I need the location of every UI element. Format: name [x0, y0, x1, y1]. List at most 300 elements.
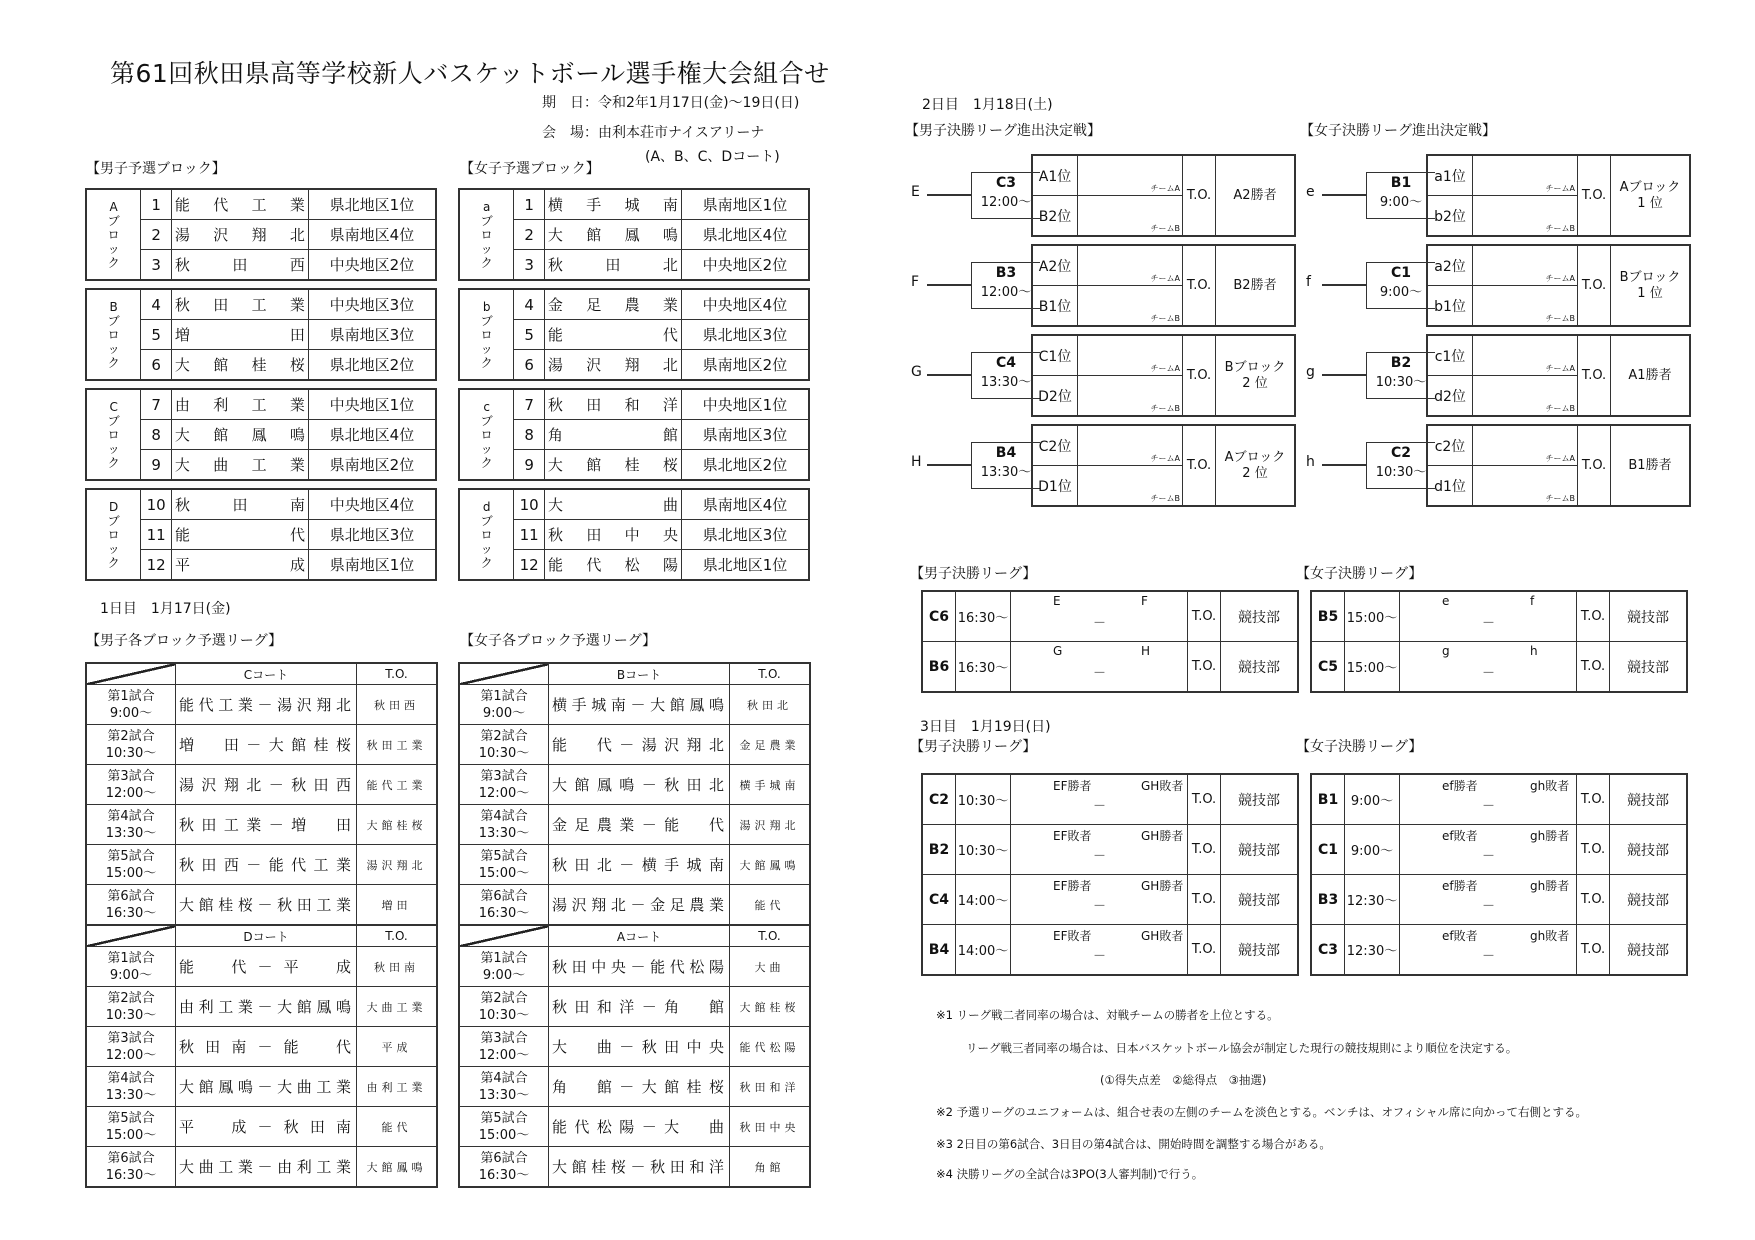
- block-row: [86, 189, 436, 220]
- team-number: 7: [141, 389, 172, 420]
- right-team: f: [1530, 594, 1535, 608]
- game-row: [459, 725, 810, 765]
- left-team: ef敗者: [1442, 929, 1478, 943]
- court-schedule-table: [458, 662, 811, 926]
- matchup: [1400, 875, 1577, 925]
- team-number: 11: [141, 520, 172, 550]
- day1-label: 1日目 1月17日(金): [100, 601, 231, 617]
- right-team: h: [1530, 644, 1538, 658]
- seed-a: c1位: [1427, 335, 1473, 376]
- official-team: B1勝者: [1611, 425, 1691, 506]
- game-number: 第6試合: [480, 888, 528, 904]
- bracket-id: f: [1306, 274, 1311, 290]
- right-team: gh勝者: [1530, 829, 1570, 843]
- game-row: [459, 1067, 810, 1107]
- bracket-table: [1426, 334, 1691, 417]
- day2-boys-league-heading: 【男子決勝リーグ】: [910, 566, 1037, 582]
- official-team: Bブロック 2 位: [1216, 335, 1296, 416]
- team-a-slot[interactable]: [1078, 245, 1183, 286]
- team-name: 秋田工業: [171, 289, 308, 320]
- team-name: 秋田和洋: [544, 389, 681, 420]
- game-number: 第5試合: [107, 1110, 155, 1126]
- game-number: 第5試合: [480, 848, 528, 864]
- game-time: 10:30～: [105, 745, 157, 761]
- to-header: T.O.: [730, 663, 811, 685]
- dash: －: [1093, 899, 1107, 914]
- header-row: [86, 663, 437, 685]
- team-qualifier: 県北地区3位: [308, 520, 436, 550]
- boys-block-table: [85, 488, 437, 581]
- bracket-game-box: [971, 262, 1040, 309]
- bracket-id: h: [1306, 454, 1315, 470]
- table-official: 能代松陽: [730, 1027, 811, 1067]
- team-a-row: [1427, 245, 1690, 286]
- seed-b: d2位: [1427, 376, 1473, 417]
- matchup: 湯沢翔北－秋田西: [176, 765, 357, 805]
- block-name: B ブ ロ ッ ク: [86, 289, 141, 380]
- game-time: 9:00～: [109, 705, 153, 721]
- court-schedule-table: [85, 924, 438, 1188]
- table-official: 平成: [357, 1027, 438, 1067]
- block-row: [86, 489, 436, 520]
- team-qualifier: 県北地区4位: [308, 420, 436, 450]
- court-game: B3: [995, 265, 1017, 281]
- final-league-table: [921, 590, 1299, 693]
- table-official: 角館: [730, 1147, 811, 1188]
- bracket-game-box: [1366, 172, 1435, 219]
- team-qualifier: 県北地区2位: [308, 350, 436, 381]
- matchup: 秋田和洋－角 館: [549, 987, 730, 1027]
- game-number: 第3試合: [107, 768, 155, 784]
- table-official: 大館鳳鳴: [357, 1147, 438, 1188]
- final-league-table: [1310, 773, 1688, 976]
- game-time: 10:30～: [105, 1007, 157, 1023]
- team-qualifier: 県北地区2位: [681, 450, 809, 481]
- game-number: 第3試合: [480, 1030, 528, 1046]
- day2-label: 2日目 1月18日(土): [922, 97, 1053, 113]
- block-row: [86, 389, 436, 420]
- header-row: [459, 663, 810, 685]
- bracket-id: G: [911, 364, 922, 380]
- team-b-slot[interactable]: [1078, 196, 1183, 237]
- girls-block-table: [458, 388, 810, 481]
- note-line: ※3 2日目の第6試合、3日目の第4試合は、開始時間を調整する場合がある。: [936, 1137, 1331, 1151]
- matchup: 能 代－湯沢翔北: [549, 725, 730, 765]
- girls-blocks-heading: 【女子予選ブロック】: [460, 161, 600, 177]
- game-row: [86, 1147, 437, 1188]
- dash: －: [1482, 899, 1496, 914]
- game-time: 15:00～: [478, 1127, 530, 1143]
- boys-block-table: [85, 288, 437, 381]
- bracket-id: E: [911, 184, 920, 200]
- game-row: [86, 947, 437, 987]
- team-a-label: チームA: [1545, 454, 1575, 463]
- left-team: ef勝者: [1442, 779, 1478, 793]
- team-a-label: チームA: [1150, 364, 1180, 373]
- game-time: 9:00～: [1345, 774, 1400, 825]
- game-slot: [459, 685, 549, 725]
- matchup: 金足農業－能 代: [549, 805, 730, 845]
- to-label: T.O.: [1188, 825, 1221, 875]
- game-slot: [86, 685, 176, 725]
- left-team: e: [1442, 594, 1450, 608]
- team-name: 秋田南: [172, 489, 309, 520]
- team-a-slot[interactable]: [1473, 335, 1578, 376]
- bracket-connector: [927, 464, 971, 466]
- block-name: b ブ ロ ッ ク: [459, 289, 514, 380]
- table-official: 秋田工業: [357, 725, 438, 765]
- team-a-slot[interactable]: [1473, 245, 1578, 286]
- game-number: 第5試合: [107, 848, 155, 864]
- dash: －: [1093, 799, 1107, 814]
- block-letter: C: [109, 399, 118, 414]
- venue-label: 会 場：由利本荘市ナイスアリーナ: [542, 125, 765, 141]
- day1-boys-heading: 【男子各ブロック予選リーグ】: [86, 633, 283, 649]
- team-name: 大曲工業: [171, 450, 308, 481]
- bracket-game-box: [971, 352, 1040, 399]
- to-label: T.O.: [1578, 155, 1611, 236]
- game-time: 9:00～: [1345, 825, 1400, 875]
- seed-a: A1位: [1032, 155, 1078, 196]
- game-row: [459, 1107, 810, 1147]
- bracket-game-box: [1366, 352, 1435, 399]
- team-b-label: チームB: [1545, 404, 1575, 413]
- team-b-slot[interactable]: [1473, 466, 1578, 507]
- block-row: [459, 289, 809, 320]
- game-number: 第6試合: [480, 1150, 528, 1166]
- league-row: [1311, 875, 1687, 925]
- left-team: ef敗者: [1442, 829, 1478, 843]
- official-team: B2勝者: [1216, 245, 1296, 326]
- game-slot: [86, 1027, 176, 1067]
- team-number: 7: [514, 389, 545, 420]
- block-row: [459, 489, 809, 520]
- block-letter: B: [109, 299, 118, 314]
- game-number: 第3試合: [107, 1030, 155, 1046]
- team-a-slot[interactable]: [1473, 155, 1578, 196]
- header-row: [459, 925, 810, 947]
- team-number: 3: [514, 250, 545, 281]
- diagonal-corner: [459, 663, 549, 685]
- team-number: 5: [141, 320, 172, 350]
- to-label: T.O.: [1577, 774, 1610, 825]
- left-team: ef勝者: [1442, 879, 1478, 893]
- game-slot: [86, 987, 176, 1027]
- team-qualifier: 中央地区2位: [681, 250, 809, 281]
- matchup: 横手城南－大館鳳鳴: [549, 685, 730, 725]
- court-game: B1: [1311, 774, 1345, 825]
- team-a-slot[interactable]: [1078, 155, 1183, 196]
- table-official: 大館鳳鳴: [730, 845, 811, 885]
- game-number: 第2試合: [107, 728, 155, 744]
- table-official: 能代: [730, 885, 811, 926]
- game-time: 9:00～: [482, 705, 526, 721]
- court-game: C1: [1311, 825, 1345, 875]
- team-b-label: チームB: [1150, 224, 1180, 233]
- team-number: 8: [514, 420, 545, 450]
- to-label: T.O.: [1577, 642, 1610, 693]
- right-team: H: [1141, 644, 1151, 658]
- team-name: 能代: [544, 320, 681, 350]
- team-b-label: チームB: [1545, 314, 1575, 323]
- game-slot: [86, 885, 176, 926]
- game-slot: [459, 947, 549, 987]
- matchup: 大館鳳鳴－大曲工業: [176, 1067, 357, 1107]
- to-label: T.O.: [1188, 925, 1221, 976]
- team-a-row: [1427, 155, 1690, 196]
- team-b-slot[interactable]: [1078, 466, 1183, 507]
- bracket-connector: [1322, 284, 1366, 286]
- table-official: 秋田中央: [730, 1107, 811, 1147]
- team-a-slot[interactable]: [1078, 335, 1183, 376]
- matchup: [1011, 774, 1188, 825]
- team-b-slot[interactable]: [1473, 286, 1578, 327]
- day1-girls-heading: 【女子各ブロック予選リーグ】: [460, 633, 657, 649]
- game-time: 16:30～: [105, 905, 157, 921]
- team-name: 大館鳳鳴: [171, 420, 308, 450]
- team-number: 1: [514, 189, 545, 220]
- game-time: 15:00～: [105, 865, 157, 881]
- bracket-connector: [1322, 374, 1366, 376]
- to-label: T.O.: [1578, 425, 1611, 506]
- game-slot: [86, 725, 176, 765]
- game-time: 12:30～: [1345, 925, 1400, 976]
- team-qualifier: 県南地区4位: [681, 489, 809, 520]
- team-b-slot[interactable]: [1078, 376, 1183, 417]
- team-number: 2: [141, 220, 172, 250]
- team-number: 1: [141, 189, 172, 220]
- table-official: 大曲: [730, 947, 811, 987]
- table-official: 増田: [357, 885, 438, 926]
- game-number: 第1試合: [107, 688, 155, 704]
- court-schedule-table: [85, 662, 438, 926]
- block-letter: a: [482, 199, 491, 214]
- team-b-slot[interactable]: [1473, 196, 1578, 237]
- table-official: 秋田南: [357, 947, 438, 987]
- seed-a: A2位: [1032, 245, 1078, 286]
- game-time: 9:00～: [1379, 285, 1423, 300]
- to-label: T.O.: [1188, 642, 1221, 693]
- game-slot: [459, 1107, 549, 1147]
- bracket-connector: [927, 284, 971, 286]
- day2-girls-heading: 【女子決勝リーグ進出決定戦】: [1300, 123, 1496, 139]
- right-team: F: [1141, 594, 1148, 608]
- game-slot: [459, 1147, 549, 1188]
- game-time: 15:00～: [1345, 591, 1400, 642]
- block-name: C ブ ロ ッ ク: [86, 389, 141, 480]
- dates-label: 期 日：令和2年1月17日(金)～19日(日): [542, 95, 800, 111]
- official: 競技部: [1221, 875, 1299, 925]
- matchup: 湯沢翔北－金足農業: [549, 885, 730, 926]
- game-slot: [86, 1067, 176, 1107]
- team-number: 4: [141, 289, 172, 320]
- bracket-id: e: [1306, 184, 1315, 200]
- table-official: 能代工業: [357, 765, 438, 805]
- game-slot: [459, 987, 549, 1027]
- team-number: 12: [514, 550, 545, 581]
- seed-a: C2位: [1032, 425, 1078, 466]
- game-slot: [86, 765, 176, 805]
- court-game: B5: [1311, 591, 1345, 642]
- block-letter: D: [109, 499, 119, 514]
- note-line: ※1 リーグ戦二者同率の場合は、対戦チームの勝者を上位とする。: [936, 1008, 1279, 1022]
- diagonal-corner: [86, 925, 176, 947]
- official: 競技部: [1221, 925, 1299, 976]
- team-qualifier: 中央地区4位: [308, 489, 436, 520]
- girls-block-table: [458, 488, 810, 581]
- court-game: C1: [1390, 265, 1411, 281]
- bracket-table: [1031, 334, 1296, 417]
- dash: －: [1482, 616, 1496, 631]
- diagonal-corner: [459, 925, 549, 947]
- game-time: 16:30～: [956, 591, 1011, 642]
- league-row: [1311, 774, 1687, 825]
- team-qualifier: 県南地区2位: [308, 450, 436, 481]
- dash: －: [1093, 849, 1107, 864]
- to-label: T.O.: [1577, 925, 1610, 976]
- game-number: 第4試合: [480, 1070, 528, 1086]
- to-label: T.O.: [1578, 335, 1611, 416]
- matchup: 能代松陽－大 曲: [549, 1107, 730, 1147]
- bracket-table: [1426, 244, 1691, 327]
- game-time: 16:30～: [105, 1167, 157, 1183]
- table-official: 大館桂桜: [730, 987, 811, 1027]
- game-row: [459, 845, 810, 885]
- team-qualifier: 県南地区1位: [308, 550, 436, 581]
- game-row: [86, 685, 437, 725]
- team-name: 角館: [544, 420, 681, 450]
- team-qualifier: 県北地区1位: [308, 189, 436, 220]
- right-team: GH敗者: [1141, 779, 1184, 793]
- matchup: 秋田西－能代工業: [176, 845, 357, 885]
- team-b-slot[interactable]: [1078, 286, 1183, 327]
- team-name: 秋田北: [544, 250, 681, 281]
- team-name: 能代: [172, 520, 309, 550]
- team-a-slot[interactable]: [1078, 425, 1183, 466]
- game-number: 第2試合: [107, 990, 155, 1006]
- bracket-table: [1031, 154, 1296, 237]
- to-label: T.O.: [1578, 245, 1611, 326]
- block-name: A ブ ロ ッ ク: [86, 189, 141, 280]
- game-time: 12:00～: [980, 285, 1032, 300]
- team-number: 10: [141, 489, 172, 520]
- court-game: B4: [922, 925, 956, 976]
- team-a-row: [1427, 335, 1690, 376]
- matchup: 増 田－大館桂桜: [176, 725, 357, 765]
- seed-b: B2位: [1032, 196, 1078, 237]
- game-number: 第4試合: [480, 808, 528, 824]
- court-game: C4: [922, 875, 956, 925]
- matchup: 平 成－秋田南: [176, 1107, 357, 1147]
- to-label: T.O.: [1183, 155, 1216, 236]
- left-team: E: [1053, 594, 1061, 608]
- game-time: 15:00～: [105, 1127, 157, 1143]
- day2-girls-league-heading: 【女子決勝リーグ】: [1296, 566, 1423, 582]
- left-team: g: [1442, 644, 1450, 658]
- table-official: 秋田西: [357, 685, 438, 725]
- seed-a: c2位: [1427, 425, 1473, 466]
- diagonal-corner: [86, 663, 176, 685]
- to-label: T.O.: [1183, 425, 1216, 506]
- official: 競技部: [1610, 642, 1688, 693]
- game-number: 第6試合: [107, 1150, 155, 1166]
- league-row: [1311, 825, 1687, 875]
- official: 競技部: [1610, 591, 1688, 642]
- team-a-slot[interactable]: [1473, 425, 1578, 466]
- court-game: C2: [922, 774, 956, 825]
- court-game: C2: [1390, 445, 1411, 461]
- team-name: 秋田西: [171, 250, 308, 281]
- block-letter: d: [482, 499, 491, 514]
- seed-b: b2位: [1427, 196, 1473, 237]
- team-b-label: チームB: [1545, 224, 1575, 233]
- game-number: 第1試合: [107, 950, 155, 966]
- matchup: 秋田北－横手城南: [549, 845, 730, 885]
- boys-block-table: [85, 388, 437, 481]
- team-name: 大館鳳鳴: [544, 220, 681, 250]
- game-number: 第1試合: [480, 950, 528, 966]
- matchup: [1400, 774, 1577, 825]
- block-letter: A: [109, 199, 118, 214]
- game-time: 10:30～: [478, 1007, 530, 1023]
- to-header: T.O.: [357, 663, 438, 685]
- league-row: [1311, 925, 1687, 976]
- game-time: 13:30～: [105, 1087, 157, 1103]
- dash: －: [1482, 949, 1496, 964]
- matchup: 大館桂桜－秋田工業: [176, 885, 357, 926]
- final-league-table: [921, 773, 1299, 976]
- team-a-row: [1427, 425, 1690, 466]
- game-time: 10:30～: [956, 825, 1011, 875]
- game-time: 13:30～: [980, 375, 1032, 390]
- to-label: T.O.: [1183, 335, 1216, 416]
- right-team: GH勝者: [1141, 829, 1184, 843]
- team-a-row: [1032, 245, 1295, 286]
- game-time: 10:30～: [1375, 375, 1427, 390]
- seed-a: a1位: [1427, 155, 1473, 196]
- team-b-slot[interactable]: [1473, 376, 1578, 417]
- note-line: リーグ戦三者同率の場合は、日本バスケットボール協会が制定した現行の競技規則により順位を決定する。: [966, 1041, 1518, 1055]
- right-team: gh敗者: [1530, 779, 1570, 793]
- game-time: 10:30～: [478, 745, 530, 761]
- team-b-label: チームB: [1545, 494, 1575, 503]
- seed-b: b1位: [1427, 286, 1473, 327]
- table-official: 横手城南: [730, 765, 811, 805]
- league-row: [922, 875, 1298, 925]
- note-line: ※4 決勝リーグの全試合は3PO(3人審判制)で行う。: [936, 1167, 1204, 1181]
- right-team: GH敗者: [1141, 929, 1184, 943]
- game-slot: [86, 845, 176, 885]
- official-team: Bブロック 1 位: [1611, 245, 1691, 326]
- matchup: 秋田工業－増 田: [176, 805, 357, 845]
- game-slot: [86, 1107, 176, 1147]
- team-number: 8: [141, 420, 172, 450]
- bracket-table: [1031, 244, 1296, 327]
- day2-boys-heading: 【男子決勝リーグ進出決定戦】: [905, 123, 1101, 139]
- court-game: B3: [1311, 875, 1345, 925]
- team-name: 能代工業: [171, 189, 308, 220]
- page-title: 第61回秋田県高等学校新人バスケットボール選手権大会組合せ: [110, 59, 830, 88]
- team-a-label: チームA: [1545, 184, 1575, 193]
- game-row: [459, 947, 810, 987]
- block-name: d ブ ロ ッ ク: [459, 489, 514, 580]
- table-official: 秋田北: [730, 685, 811, 725]
- team-b-label: チームB: [1150, 314, 1180, 323]
- bracket-table: [1031, 424, 1296, 507]
- matchup: [1011, 642, 1188, 693]
- team-b-label: チームB: [1150, 404, 1180, 413]
- game-time: 12:00～: [478, 1047, 530, 1063]
